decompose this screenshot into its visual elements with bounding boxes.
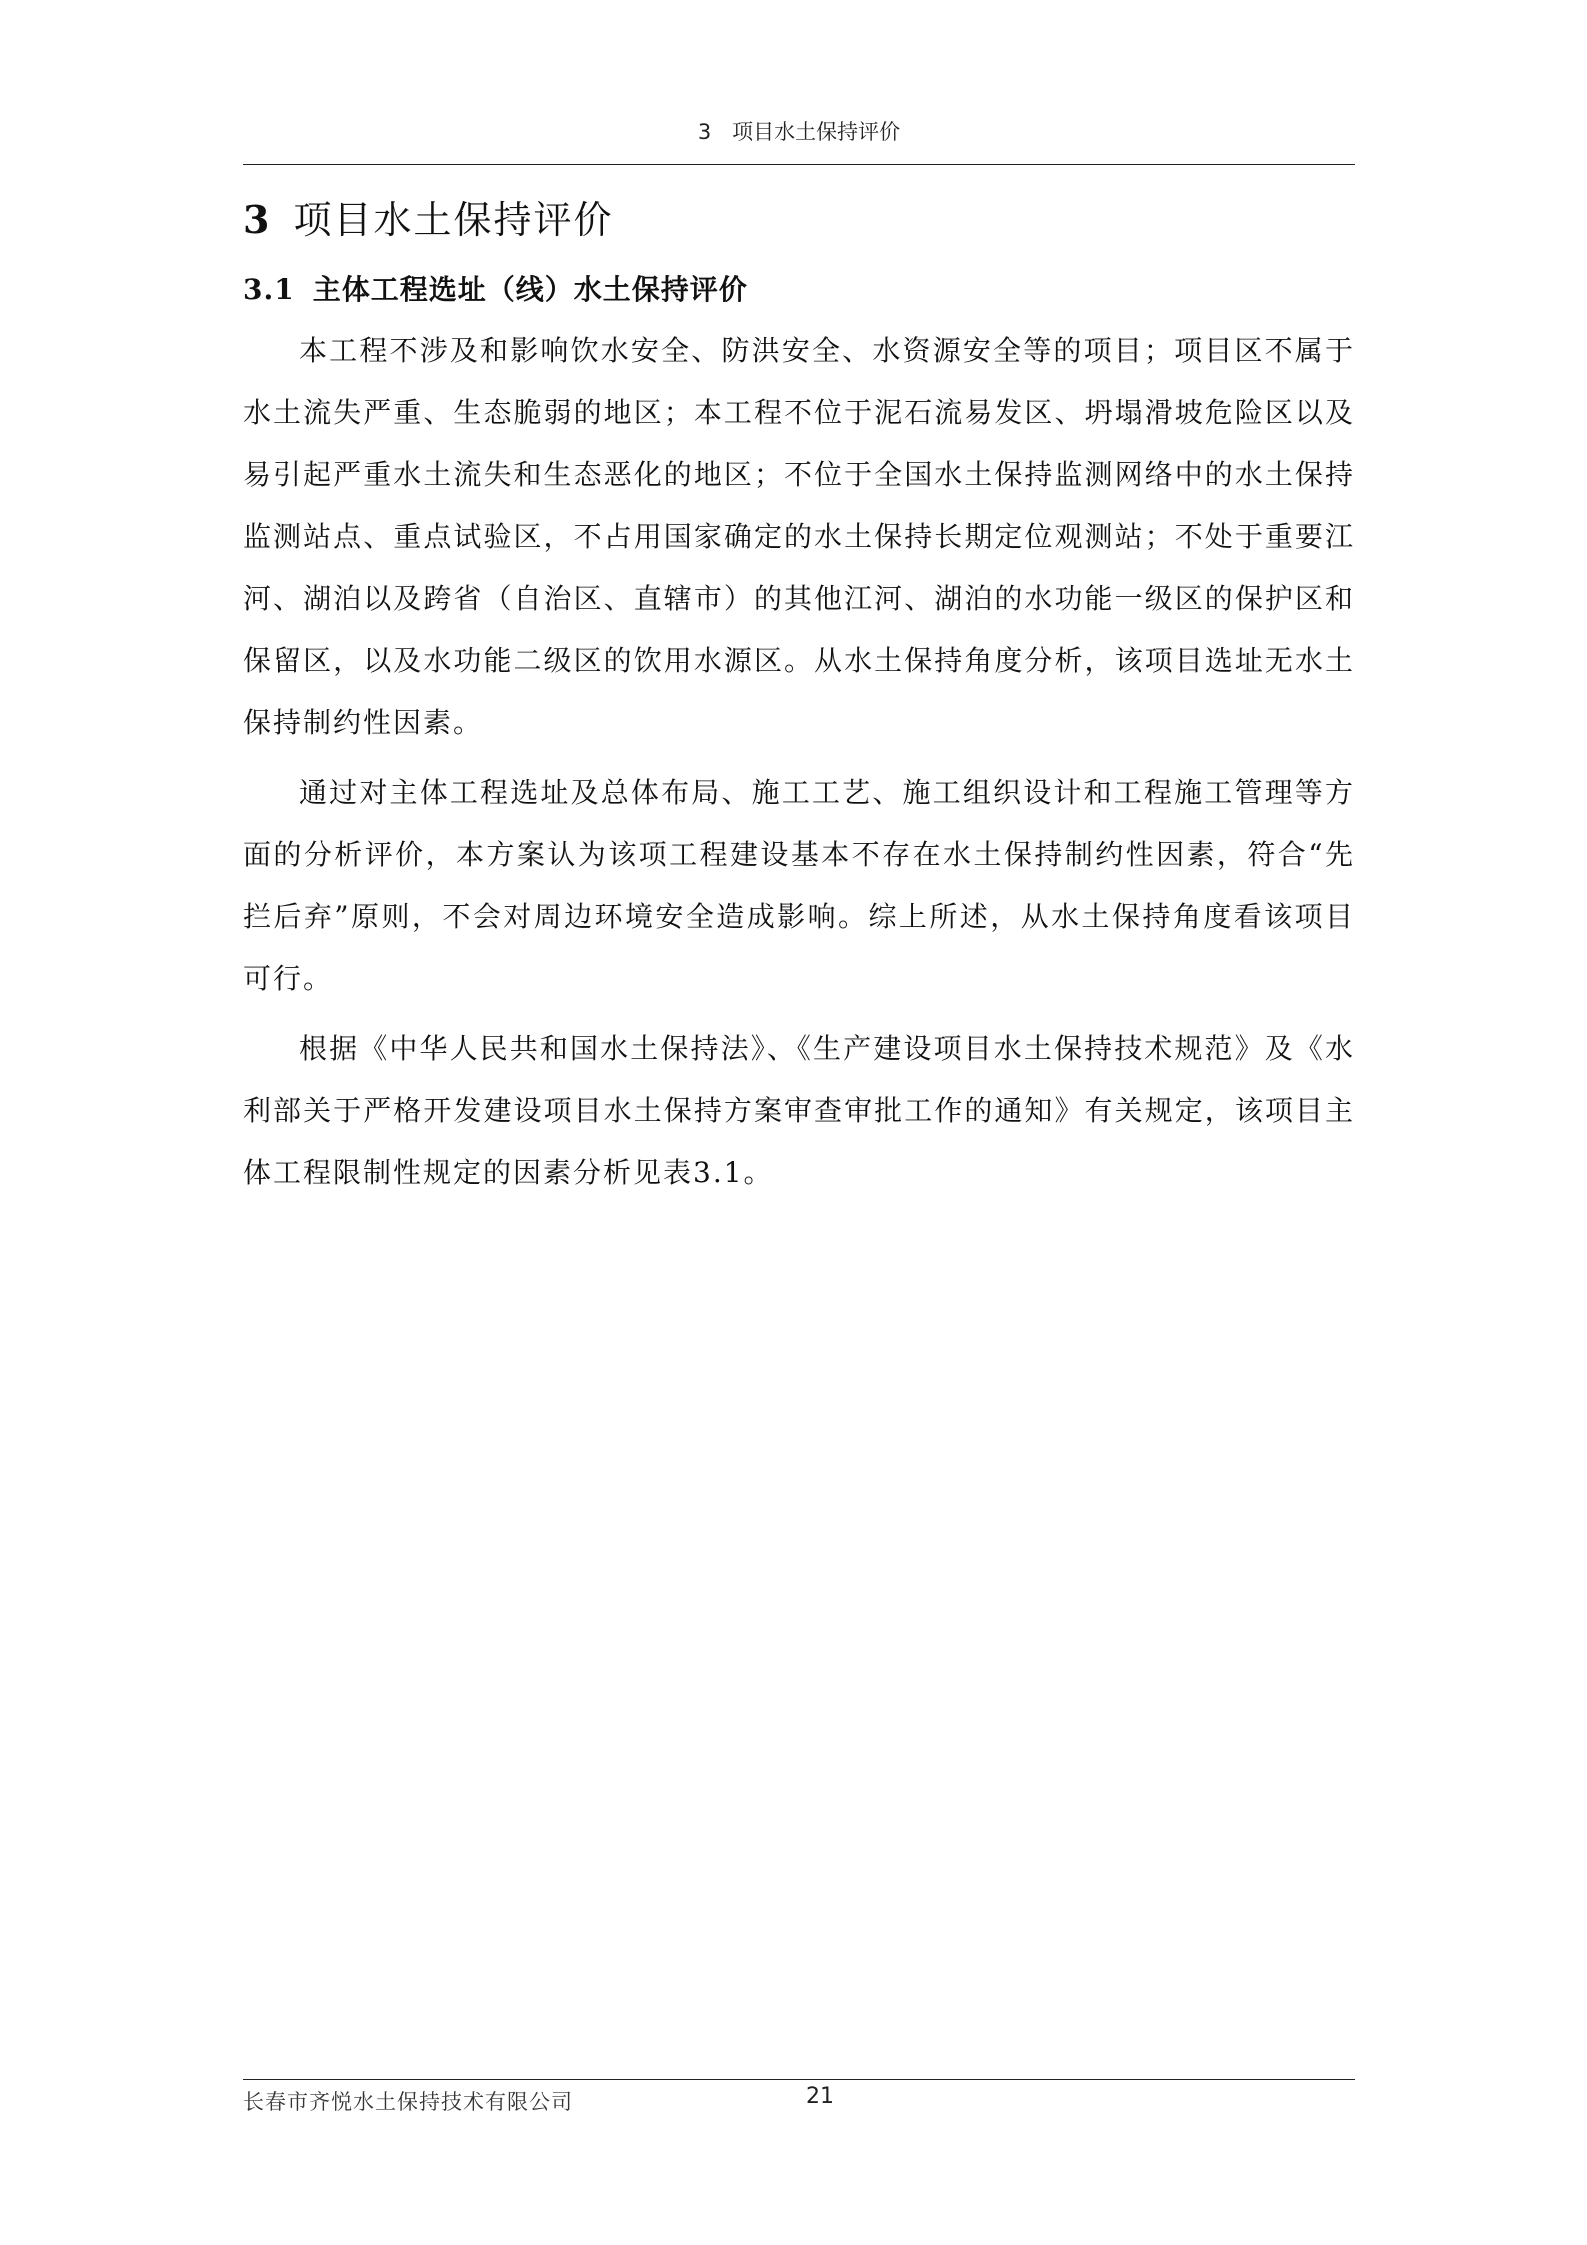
section-title-text: 主体工程选址（线）水土保持评价 [312, 273, 748, 306]
paragraph-regulations: 根据《中华人民共和国水土保持法》、《生产建设项目水土保持技术规范》及《水利部关于严格开发建设项目水土保持方案审查审批工作的通知》有关规定，该项目主体工程限制性规定的因素分析见表3.1。 [243, 1032, 1355, 1189]
paragraph-site-evaluation: 本工程不涉及和影响饮水安全、防洪安全、水资源安全等的项目；项目区不属于水土流失严重、生态脆弱的地区；本工程不位于泥石流易发区、坍塌滑坡危险区以及易引起严重水土流失和生态恶化的地区；不位于全国水土保持监测网络中的水土保持监测站点、重点试验区，不占用国家确定的水土保持长期定位观测站；不处于重要江河、湖泊以及跨省（自治区、直辖市）的其他江河、湖泊的水功能一级区的保护区和保留区，以及水功能二级区的饮用水源区。从水土保持角度分析，该项目选址无水土保持制约性因素。 [243, 334, 1355, 739]
paragraph-overall-analysis: 通过对主体工程选址及总体布局、施工工艺、施工组织设计和工程施工管理等方面的分析评价，本方案认为该项工程建设基本不存在水土保持制约性因素，符合“先拦后弃”原则，不会对周边环境安全造成影响。综上所述，从水土保持角度看该项目可行。 [243, 776, 1355, 995]
document-body [243, 190, 1355, 1204]
section-number: 3.1 [243, 273, 295, 306]
page-header [243, 112, 1355, 165]
chapter-title [243, 190, 1355, 250]
section-title [243, 268, 1355, 312]
company-name: 长春市齐悦水土保持技术有限公司 [243, 2090, 573, 2114]
running-head: 3 项目水土保持评价 [697, 120, 901, 144]
page-number: 21 [806, 2084, 834, 2109]
chapter-number: 3 [243, 197, 272, 242]
chapter-title-text: 项目水土保持评价 [293, 198, 614, 242]
page-footer [243, 2079, 1355, 2116]
